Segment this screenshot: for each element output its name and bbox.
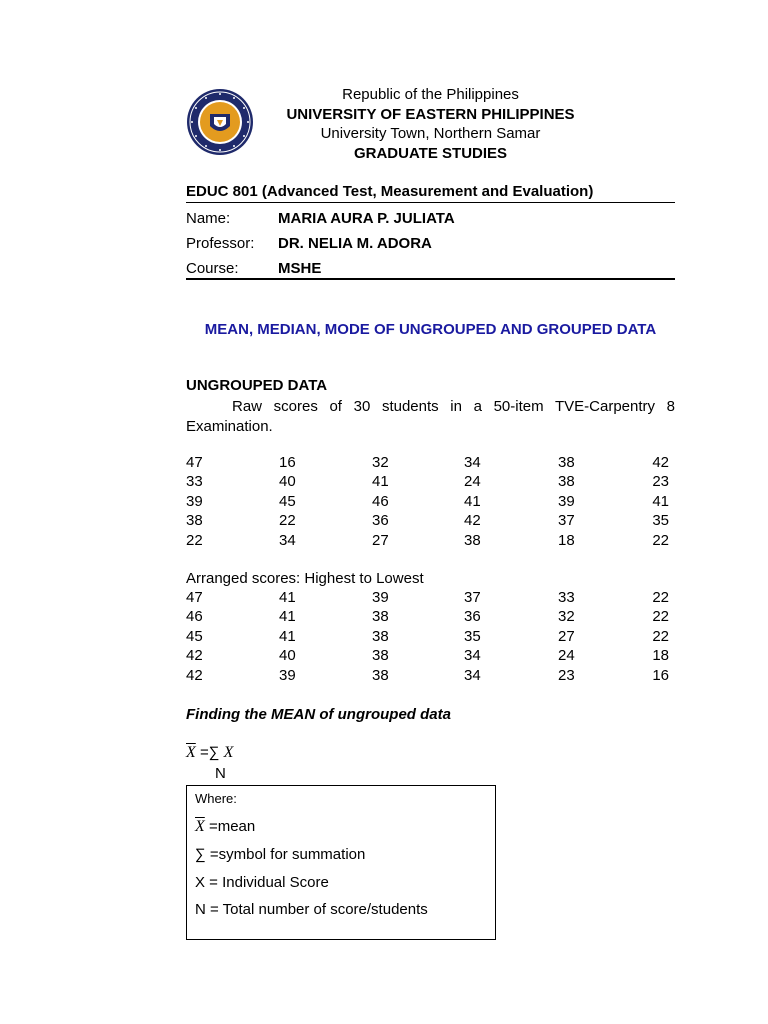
arranged-score-cell: 41 [279,589,296,606]
raw-score-cell: 46 [372,492,389,510]
professor-label: Professor: [186,235,255,252]
arranged-score-cell: 22 [652,627,669,645]
raw-score-cell: 35 [652,512,669,530]
arranged-score-cell: 35 [464,627,481,645]
raw-score-row [186,512,675,531]
arranged-score-cell: 32 [558,608,575,626]
arranged-title: Arranged scores: Highest to Lowest [186,570,424,587]
ungrouped-heading: UNGROUPED DATA [186,377,328,394]
legend-xbar: $\overline{X}$ [195,818,205,835]
arranged-score-row [186,628,675,647]
raw-score-cell: 38 [186,512,203,530]
arranged-score-cell: 46 [186,608,203,626]
legend-mean-text: =mean [204,818,256,835]
raw-score-cell: 32 [372,454,389,471]
raw-score-cell: 47 [186,454,203,471]
raw-score-cell: 40 [279,473,296,491]
raw-score-cell: 27 [372,531,389,549]
arranged-score-cell: 33 [558,589,575,606]
legend-summation: ∑ =symbol for summation [195,846,366,863]
raw-score-cell: 16 [279,454,296,471]
raw-score-row [186,473,675,492]
arranged-scores-table [186,589,675,686]
arranged-score-cell: 34 [464,666,481,684]
arranged-score-cell: 45 [186,627,203,645]
raw-score-cell: 39 [186,492,203,510]
raw-score-cell: 22 [279,512,296,530]
arranged-score-cell: 39 [372,589,389,606]
arranged-score-cell: 27 [558,627,575,645]
course-title: EDUC 801 (Advanced Test, Measurement and Evaluation) [186,183,594,200]
formula-xbar: $\overline{X}$ [186,744,196,761]
raw-score-cell: 37 [558,512,575,530]
formula-equals-sum: =∑ [195,744,224,761]
divider-top [186,202,675,203]
arranged-score-cell: 42 [186,666,203,684]
raw-score-cell: 41 [652,492,669,510]
legend-mean [195,818,255,836]
arranged-score-cell: 36 [464,608,481,626]
arranged-score-cell: 40 [279,647,296,665]
raw-score-cell: 33 [186,473,203,491]
raw-score-cell: 42 [652,454,669,471]
raw-score-cell: 34 [464,454,481,471]
republic-line: Republic of the Philippines [342,86,519,103]
raw-score-cell: 22 [652,531,669,549]
arranged-score-row [186,589,675,608]
arranged-score-cell: 37 [464,589,481,606]
raw-score-cell: 24 [464,473,481,491]
arranged-score-cell: 22 [652,589,669,606]
arranged-score-cell: 38 [372,627,389,645]
arranged-score-cell: 39 [279,666,296,684]
raw-score-cell: 23 [652,473,669,491]
raw-score-cell: 38 [558,454,575,471]
raw-score-cell: 39 [558,492,575,510]
raw-score-cell: 38 [464,531,481,549]
divider-bottom [186,278,675,280]
name-label: Name: [186,210,231,227]
raw-score-cell: 34 [279,531,296,549]
legend-total: N = Total number of score/students [195,901,428,918]
raw-score-cell: 36 [372,512,389,530]
formula-x: X [223,744,234,761]
raw-score-row [186,454,675,473]
arranged-score-cell: 47 [186,589,203,606]
raw-score-row [186,493,675,512]
arranged-score-cell: 38 [372,666,389,684]
raw-score-cell: 22 [186,531,203,549]
raw-score-cell: 18 [558,531,575,549]
raw-scores-table [186,454,675,551]
formula-legend-box [186,785,496,940]
raw-score-cell: 38 [558,473,575,491]
mean-formula [186,744,233,762]
university-location: University Town, Northern Samar [320,125,541,142]
division-name: GRADUATE STUDIES [353,145,508,162]
arranged-score-cell: 16 [652,666,669,684]
course-value: MSHE [278,260,322,277]
arranged-score-row [186,608,675,627]
arranged-score-cell: 23 [558,666,575,684]
arranged-score-cell: 42 [186,647,203,665]
arranged-score-cell: 41 [279,627,296,645]
section-title: MEAN, MEDIAN, MODE OF UNGROUPED AND GROUPED DATA [204,321,657,338]
formula-denominator: N [215,765,226,782]
legend-where: Where: [195,791,237,806]
arranged-score-cell: 24 [558,647,575,665]
name-value: MARIA AURA P. JULIATA [278,210,455,227]
arranged-score-cell: 41 [279,608,296,626]
raw-score-cell: 45 [279,492,296,510]
course-label: Course: [186,260,239,277]
mean-heading: Finding the MEAN of ungrouped data [186,706,451,723]
raw-score-cell: 41 [372,473,389,491]
arranged-score-row [186,667,675,686]
arranged-score-cell: 18 [652,647,669,665]
arranged-score-cell: 38 [372,647,389,665]
raw-score-cell: 42 [464,512,481,530]
arranged-score-cell: 34 [464,647,481,665]
raw-score-row [186,532,675,551]
arranged-score-cell: 38 [372,608,389,626]
arranged-score-row [186,647,675,666]
ungrouped-description: Raw scores of 30 students in a 50-item TVE-Carpentry 8 Examination. [186,398,675,435]
raw-score-cell: 41 [464,492,481,510]
arranged-score-cell: 22 [652,608,669,626]
legend-individual: X = Individual Score [195,874,329,891]
university-name: UNIVERSITY OF EASTERN PHILIPPINES [286,106,575,123]
professor-value: DR. NELIA M. ADORA [278,235,432,252]
